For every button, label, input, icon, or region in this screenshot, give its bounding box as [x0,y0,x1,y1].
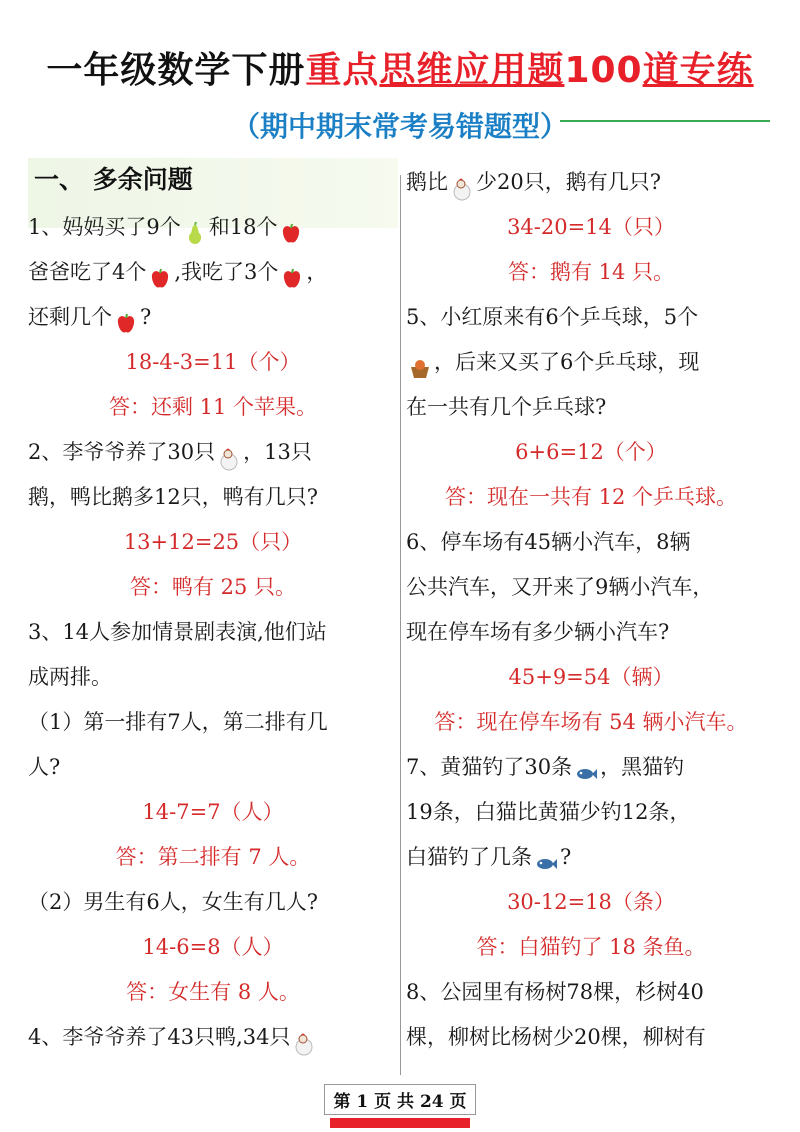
answer-line [406,475,776,520]
answer-line [28,970,398,1015]
question-line [28,430,398,475]
title-black: 一年级数学下册 [46,50,306,91]
line-text-after: ， [306,260,328,284]
pear-icon [183,217,207,241]
line-text: 爸爸吃了4个 [28,260,147,284]
line-text: 3、14人参加情景剧表演,他们站 [28,620,327,644]
line-text: 答：鸭有 25 只。 [129,575,297,599]
page-title [0,42,800,93]
apple-icon [279,217,303,241]
question-line [28,655,398,700]
fish-icon [574,757,598,781]
line-text: 答：第二排有 7 人。 [115,845,311,869]
line-text-after: ,我吃了3个 [174,260,279,284]
line-text-after: ，黑猫钓 [600,755,685,779]
answer-line [406,700,776,745]
apple-icon [148,262,172,286]
line-text: 13+12=25（只） [123,530,303,554]
answer-line [406,925,776,970]
question-line [28,205,398,250]
line-text: 答：还剩 11 个苹果。 [108,395,318,419]
title-red-1: 重点 [305,50,380,91]
line-text: 人? [28,755,61,779]
question-line [406,565,776,610]
line-text: 8、公园里有杨树78棵，杉树40 [406,980,704,1004]
line-text: 公共汽车，又开来了9辆小汽车， [406,575,714,599]
answer-line [406,430,776,475]
line-text-after: 和18个 [208,215,278,239]
line-text: 1、妈妈买了9个 [28,215,181,239]
line-text-after: 少20只，鹅有几只? [476,170,661,194]
page-number: 第 1 页 共 24 页 [324,1084,475,1115]
line-text: 答：女生有 8 人。 [126,980,300,1004]
answer-line [28,340,398,385]
answer-line [406,205,776,250]
line-text: 7、黄猫钓了30条 [406,755,573,779]
answer-line [406,655,776,700]
line-text: 还剩几个 [28,305,112,329]
question-line [28,1015,398,1060]
question-line [28,610,398,655]
line-text: 6、停车场有45辆小汽车，8辆 [406,530,691,554]
line-text: （1）第一排有7人，第二排有几 [28,710,328,734]
title-red-4: 道专练 [642,50,754,91]
question-line [406,520,776,565]
answer-line [28,790,398,835]
answer-line [28,835,398,880]
question-line [28,880,398,925]
line-text: （2）男生有6人，女生有几人? [28,890,318,914]
answer-line [28,565,398,610]
answer-line [28,520,398,565]
answer-line [406,250,776,295]
line-text: 棵，柳树比杨树少20棵，柳树有 [406,1025,706,1049]
answer-line [406,880,776,925]
question-line [28,700,398,745]
line-text: 成两排。 [28,665,112,689]
question-line [406,610,776,655]
line-text-after: ? [140,305,152,329]
question-line [406,160,776,205]
line-text-after: ，13只 [243,440,312,464]
line-text: 30-12=18（条） [507,890,675,914]
question-line [28,745,398,790]
footer-bar [330,1118,470,1128]
line-text: 4、李爷爷养了43只鸭,34只 [28,1025,291,1049]
line-text: 14-6=8（人） [142,935,284,959]
question-line [406,340,776,385]
chicken-icon [450,172,474,196]
line-text: 答：白猫钓了 18 条鱼。 [476,935,706,959]
line-text: 5、小红原来有6个乒乓球，5个 [406,305,699,329]
section-title: 一、 多余问题 [34,165,193,194]
line-text: 现在停车场有多少辆小汽车? [406,620,670,644]
question-line [406,835,776,880]
column-divider [400,175,401,1075]
line-text: 在一共有几个乒乓球? [406,395,607,419]
line-text-after: ，后来又买了6个乒乓球，现 [434,350,700,374]
question-line [406,970,776,1015]
line-text: 白猫钓了几条 [406,845,532,869]
line-text: 34-20=14（只） [507,215,675,239]
question-line [406,745,776,790]
question-line [28,295,398,340]
question-line [406,295,776,340]
line-text: 答：现在停车场有 54 辆小汽车。 [434,710,748,734]
line-text: 18-4-3=11（个） [125,350,301,374]
question-line [28,250,398,295]
fish-icon [534,847,558,871]
basket-icon [408,352,432,376]
apple-icon [280,262,304,286]
question-line [406,790,776,835]
chicken-icon [292,1027,316,1051]
line-text: 鹅，鸭比鹅多12只，鸭有几只? [28,485,318,509]
line-text: 14-7=7（人） [142,800,284,824]
answer-line [28,925,398,970]
chicken-icon [217,442,241,466]
line-text: 45+9=54（辆） [508,665,674,689]
line-text: 鹅比 [406,170,448,194]
line-text: 19条，白猫比黄猫少钓12条， [406,800,691,824]
answer-line [28,385,398,430]
question-line [406,385,776,430]
title-red-3: 100 [564,50,643,91]
line-text: 答：鹅有 14 只。 [507,260,675,284]
line-text: 答：现在一共有 12 个乒乓球。 [444,485,738,509]
right-column [406,160,776,1060]
page-footer [0,1084,800,1115]
line-text-after: ? [560,845,572,869]
line-text: 2、李爷爷养了30只 [28,440,216,464]
apple-icon [114,307,138,331]
title-red-2: 思维应用题 [379,50,565,91]
question-line [28,475,398,520]
left-column [28,205,398,1060]
page-subtitle: （期中期末常考易错题型） [231,110,568,143]
question-line [406,1015,776,1060]
line-text: 6+6=12（个） [515,440,667,464]
